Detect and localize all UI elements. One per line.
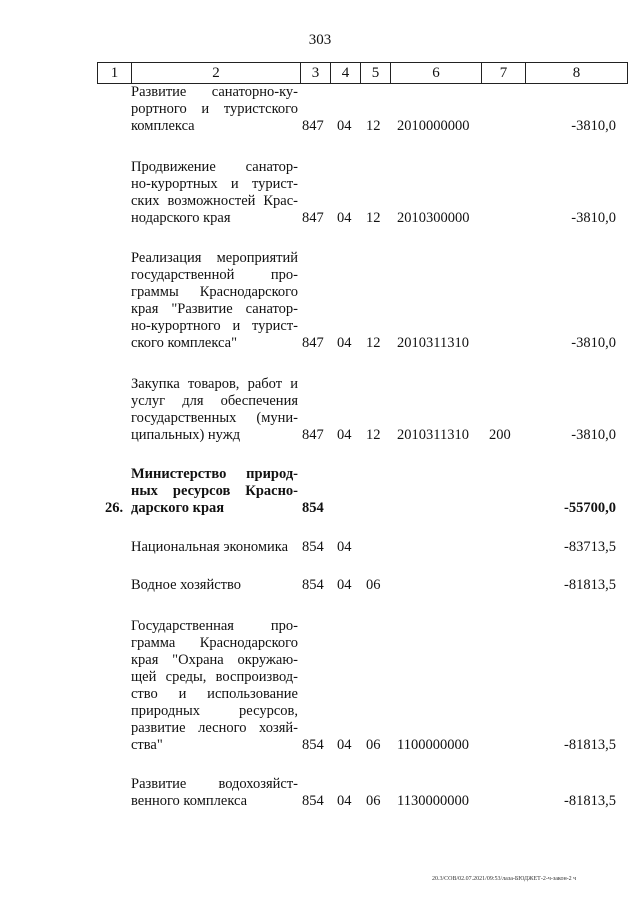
- column-header-6: 6: [391, 63, 482, 83]
- row-name-line: развитие лесного хозяй-: [131, 720, 298, 736]
- table-row: [97, 618, 628, 754]
- row-name: [131, 376, 298, 444]
- cell-ministry-code: 854: [302, 500, 324, 516]
- table-row: [97, 577, 628, 594]
- column-header-8: 8: [572, 65, 581, 81]
- row-name-line: природных ресурсов,: [131, 703, 298, 719]
- cell-section: 04: [337, 210, 352, 226]
- cell-section: 04: [337, 793, 352, 809]
- row-name-line: государственных (муни-: [131, 410, 298, 426]
- cell-subsection: 12: [366, 118, 381, 134]
- column-header-7: 7: [482, 63, 526, 83]
- cell-section: 04: [337, 427, 352, 443]
- cell-expense-type: 200: [489, 427, 511, 443]
- row-name-line: Закупка товаров, работ и: [131, 376, 298, 392]
- row-name-line: ципальных) нужд: [131, 427, 241, 443]
- cell-target-article: 2010000000: [397, 118, 470, 134]
- cell-ministry-code: 854: [302, 539, 324, 555]
- cell-ministry-code: 847: [302, 118, 324, 134]
- cell-target-article: 2010311310: [397, 427, 469, 443]
- row-name: [131, 466, 298, 517]
- row-name: [131, 618, 298, 754]
- row-name-line: ского комплекса": [131, 335, 237, 351]
- page-number: 303: [308, 32, 332, 48]
- table-row: [97, 776, 628, 810]
- cell-amount: -3810,0: [571, 210, 616, 226]
- row-name: [131, 577, 298, 594]
- row-number: 26.: [105, 500, 124, 516]
- row-name-line: ство и использование: [131, 686, 298, 702]
- cell-subsection: 12: [366, 335, 381, 351]
- row-name-line: ства": [131, 737, 163, 753]
- cell-target-article: 1100000000: [397, 737, 469, 753]
- cell-amount: -3810,0: [571, 118, 616, 134]
- cell-amount: -83713,5: [564, 539, 616, 555]
- cell-subsection: 06: [366, 737, 381, 753]
- cell-ministry-code: 847: [302, 335, 324, 351]
- row-name-line: комплекса: [131, 118, 195, 134]
- row-name-line: Реализация мероприятий: [131, 250, 298, 266]
- row-name-line: венного комплекса: [131, 793, 248, 809]
- row-name-line: дарского края: [131, 500, 225, 516]
- cell-ministry-code: 854: [302, 737, 324, 753]
- cell-amount: -3810,0: [571, 335, 616, 351]
- cell-target-article: 2010311310: [397, 335, 469, 351]
- row-name-line: но-курортного и турист-: [131, 318, 298, 334]
- cell-target-article: 2010300000: [397, 210, 470, 226]
- cell-subsection: 12: [366, 427, 381, 443]
- column-header-5: 5: [361, 63, 391, 83]
- cell-amount: -81813,5: [564, 793, 616, 809]
- row-name-line: Водное хозяйство: [131, 577, 242, 593]
- row-name-line: Министерство природ-: [131, 466, 298, 482]
- row-name: [131, 84, 298, 135]
- cell-section: 04: [337, 737, 352, 753]
- row-name-line: нодарского края: [131, 210, 231, 226]
- column-header-row: [97, 62, 628, 84]
- cell-subsection: 06: [366, 793, 381, 809]
- cell-subsection: 12: [366, 210, 381, 226]
- table-row: [97, 250, 628, 352]
- cell-target-article: 1130000000: [397, 793, 469, 809]
- cell-ministry-code: 847: [302, 427, 324, 443]
- row-name-line: но-курортных и турист-: [131, 176, 298, 192]
- row-name-line: щей среды, воспроизвод-: [131, 669, 298, 685]
- cell-ministry-code: 847: [302, 210, 324, 226]
- cell-subsection: 06: [366, 577, 381, 593]
- row-name-line: края "Развитие санатор-: [131, 301, 298, 317]
- cell-section: 04: [337, 118, 352, 134]
- row-name-line: граммы Краснодарского: [131, 284, 298, 300]
- cell-amount: -55700,0: [564, 500, 616, 516]
- row-name: [131, 159, 298, 227]
- row-name-line: услуг для обеспечения: [131, 393, 298, 409]
- cell-section: 04: [337, 335, 352, 351]
- row-name-line: края "Охрана окружаю-: [131, 652, 298, 668]
- cell-amount: -81813,5: [564, 737, 616, 753]
- row-name-line: Национальная экономика: [131, 539, 289, 555]
- row-name-line: Государственная про-: [131, 618, 298, 634]
- column-header-3: 3: [301, 63, 331, 83]
- row-name-line: Развитие водохозяйст-: [131, 776, 298, 792]
- cell-ministry-code: 854: [302, 793, 324, 809]
- row-name-line: рортного и туристского: [131, 101, 298, 117]
- column-header-4: 4: [331, 63, 361, 83]
- table-row: [97, 84, 628, 135]
- row-name-line: ных ресурсов Красно-: [131, 483, 298, 499]
- cell-amount: -3810,0: [571, 427, 616, 443]
- row-name-line: Продвижение санатор-: [131, 159, 298, 175]
- cell-section: 04: [337, 539, 352, 555]
- row-name-line: государственной про-: [131, 267, 298, 283]
- cell-section: 04: [337, 577, 352, 593]
- table-row: [97, 466, 628, 517]
- row-name: [131, 539, 298, 556]
- cell-ministry-code: 854: [302, 577, 324, 593]
- column-header-1: 1: [98, 63, 132, 83]
- table-row: [97, 376, 628, 444]
- column-header-2: 2: [132, 63, 301, 83]
- document-footer-code: 20.3/СОВ/02.07.2021/09:53/лаза-БЮДЖЕТ-2-ч-закон-2 ч: [432, 876, 577, 882]
- table-row: [97, 159, 628, 227]
- row-name-line: грамма Краснодарского: [131, 635, 298, 651]
- row-name-line: ских возможностей Крас-: [131, 193, 298, 209]
- row-name: [131, 250, 298, 352]
- table-row: [97, 539, 628, 556]
- row-name-line: Развитие санаторно-ку-: [131, 84, 298, 100]
- cell-amount: -81813,5: [564, 577, 616, 593]
- row-name: [131, 776, 298, 810]
